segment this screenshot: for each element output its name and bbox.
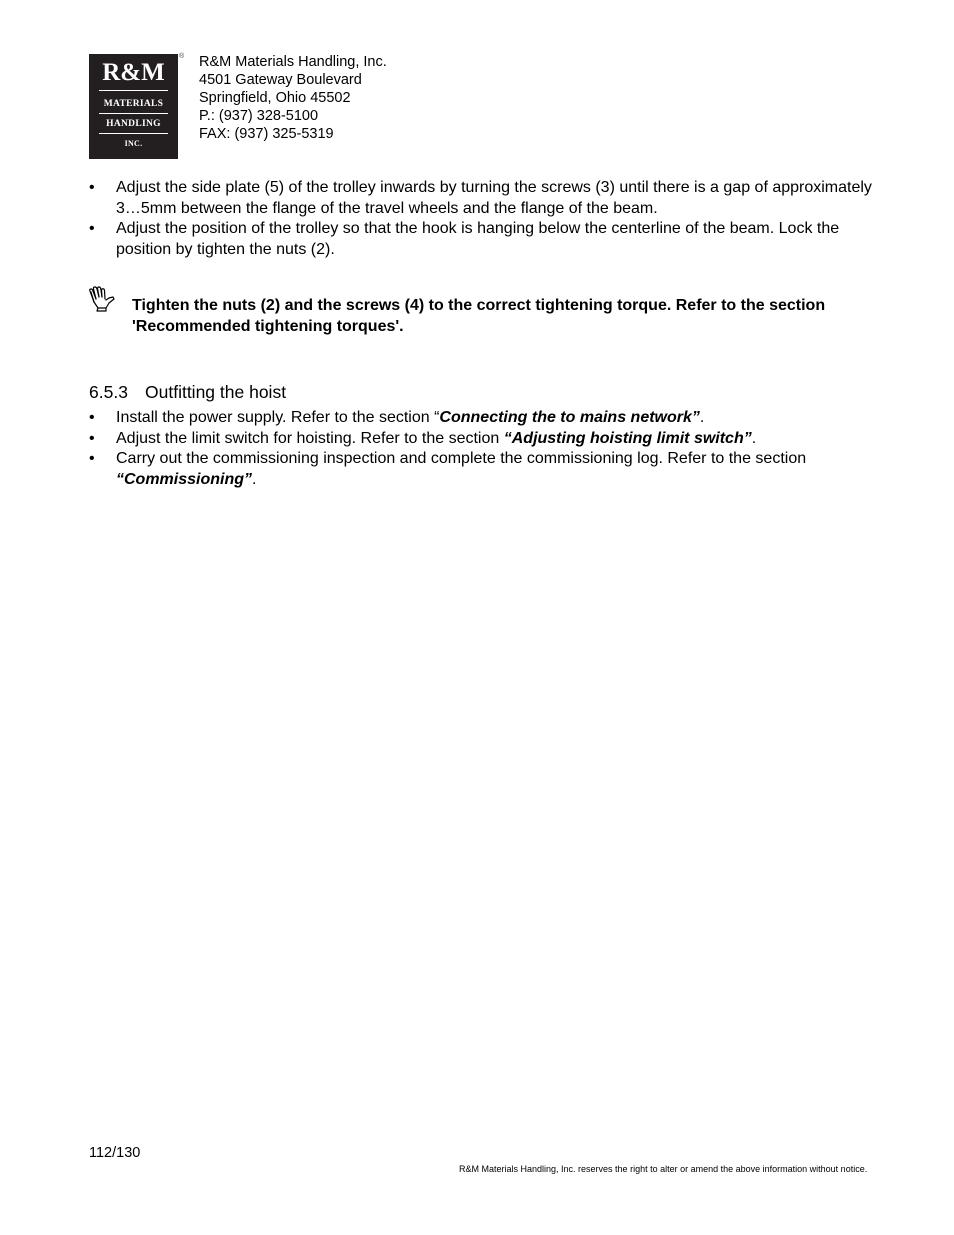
section-heading (89, 381, 286, 403)
note-text: Tighten the nuts (2) and the screws (4) to the correct tightening torque. Refer to the section 'Recommended tightening torques'. (132, 297, 826, 335)
list-item-text: Adjust the side plate (5) of the trolley inwards by turning the screws (3) until there is a gap of approximately 3…5mm between the flange of the travel wheels and the flange of the beam. (116, 179, 872, 217)
list-item-suffix: . (751, 429, 757, 447)
logo-monogram: R&M (102, 59, 165, 86)
address-line: R&M Materials Handling, Inc. (199, 54, 387, 70)
fax-line: FAX: (937) 325-5319 (199, 126, 334, 142)
list-item (89, 429, 896, 450)
list-item-text: Adjust the position of the trolley so that the hook is hanging below the centerline of the beam. Lock the position by tighten the nuts (2). (116, 220, 840, 258)
company-logo (89, 54, 178, 159)
bullet: • (89, 409, 95, 426)
list-item (89, 178, 896, 219)
list-item-text: Adjust the limit switch for hoisting. Refer to the section (116, 429, 504, 447)
list-item-suffix: . (252, 470, 257, 488)
section-reference: “Commissioning” (116, 470, 253, 488)
bullet: • (89, 450, 95, 467)
section-reference: Connecting the to mains network” (439, 409, 700, 426)
list-item (89, 408, 896, 429)
section-title: Outfitting the hoist (145, 382, 287, 402)
address-line: 4501 Gateway Boulevard (199, 72, 362, 88)
logo-rule (99, 90, 168, 91)
list-item (89, 219, 896, 260)
logo-rule (99, 113, 168, 114)
logo-line-handling: HANDLING (106, 119, 161, 129)
bullet: • (89, 220, 95, 237)
logo-line-inc: INC. (124, 139, 143, 148)
section-number: 6.5.3 (89, 382, 128, 402)
pointing-hand-icon (87, 286, 117, 312)
list-item (89, 449, 896, 490)
list-item-text: Install the power supply. Refer to the section “ (116, 409, 440, 426)
bullet: • (89, 429, 95, 447)
footer-disclaimer: R&M Materials Handling, Inc. reserves the right to alter or amend the above information without notice. (459, 1164, 868, 1174)
registered-mark: ® (179, 53, 185, 60)
page-number: 112/130 (89, 1145, 141, 1161)
logo-rule (99, 133, 168, 134)
outfitting-list (89, 408, 896, 490)
list-item-text: Carry out the commissioning inspection and complete the commissioning log. Refer to the section (116, 450, 807, 467)
instruction-list (89, 178, 896, 260)
list-item-suffix: . (699, 409, 705, 426)
company-address (199, 53, 387, 143)
bullet: • (89, 179, 95, 196)
logo-line-materials: MATERIALS (103, 99, 164, 109)
phone-line: P.: (937) 328-5100 (199, 108, 319, 124)
address-line: Springfield, Ohio 45502 (199, 90, 351, 106)
section-reference: “Adjusting hoisting limit switch” (503, 429, 752, 447)
